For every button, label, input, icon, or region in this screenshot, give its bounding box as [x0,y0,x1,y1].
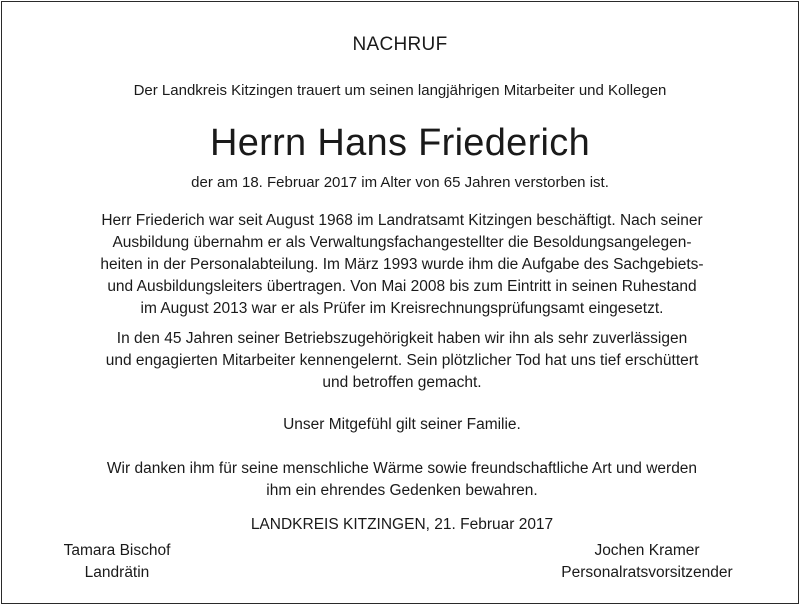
signatory-role: Personalratsvorsitzender [561,564,733,581]
paragraph-line: In den 45 Jahren seiner Betriebszugehörigkeit haben wir ihn als sehr zuverlässigen [116,330,688,347]
paragraph-line: Ausbildung übernahm er als Verwaltungsfachangestellter die Besoldungsangelegen- [112,234,692,251]
condolence-line [42,414,762,436]
paragraph-line: heiten in der Personalabteilung. Im März 1993 wurde ihm die Aufgabe des Sachgebiets- [100,256,704,273]
tribute-paragraph [42,328,762,394]
signatory-role: Landrätin [84,564,150,581]
notice-heading: NACHRUF [352,34,448,55]
sender-text: LANDKREIS KITZINGEN, 21. Februar 2017 [250,516,554,533]
paragraph-line: und engagierten Mitarbeiter kennengelernt. Sein plötzlicher Tod hat uns tief erschüttert [105,352,699,369]
intro-text: Der Landkreis Kitzingen trauert um seinen langjährigen Mitarbeiter und Kollegen [133,82,667,99]
paragraph-line: Herr Friederich war seit August 1968 im Landratsamt Kitzingen beschäftigt. Nach seiner [101,212,703,229]
paragraph-line: und betroffen gemacht. [322,374,482,391]
signatory-right [542,540,752,584]
signatory-left [52,540,182,584]
paragraph-line: ihm ein ehrendes Gedenken bewahren. [266,482,538,499]
obituary-notice [1,1,799,604]
paragraph-line: Wir danken ihm für seine menschliche Wärme sowie freundschaftliche Art und werden [106,460,698,477]
thanks-paragraph [42,458,762,502]
deceased-name: Herrn Hans Friederich [209,122,591,164]
paragraph-line: Unser Mitgefühl gilt seiner Familie. [283,416,521,433]
death-date-line: der am 18. Februar 2017 im Alter von 65 Jahren verstorben ist. [191,174,609,191]
sender-line [42,514,762,536]
paragraph-line: und Ausbildungsleiters übertragen. Von Mai 2008 bis zum Eintritt in seinen Ruhestand [107,278,697,295]
signatory-name: Jochen Kramer [594,542,700,559]
career-paragraph [42,210,762,320]
signatory-name: Tamara Bischof [63,542,171,559]
paragraph-line: im August 2013 war er als Prüfer im Kreisrechnungsprüfungsamt eingesetzt. [140,300,664,317]
